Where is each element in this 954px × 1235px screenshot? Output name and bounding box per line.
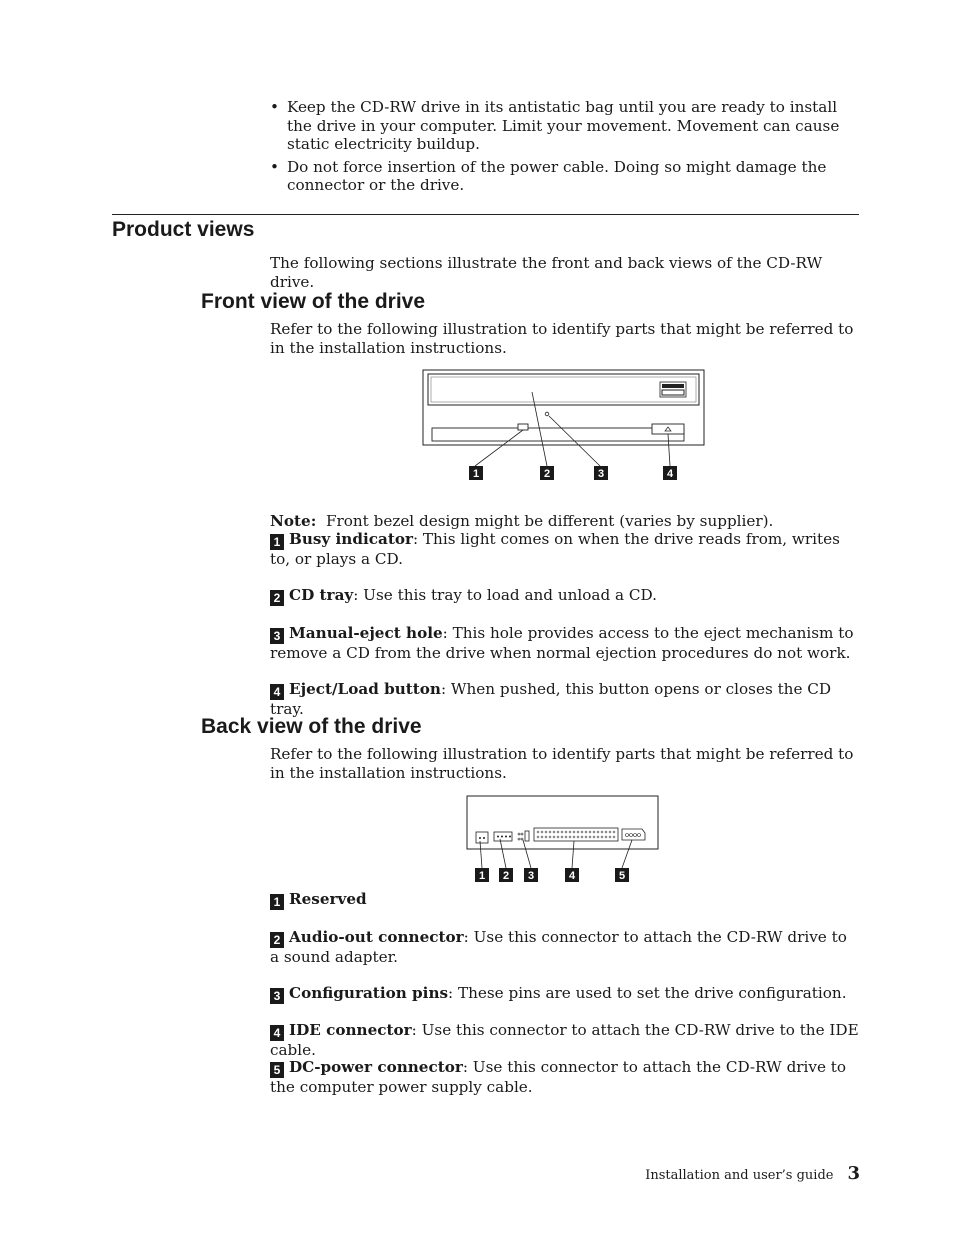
back-item-audio-out-connector: 2 Audio-out connector: Use this connector to attach the CD-RW drive to a sound adapter. — [270, 928, 847, 966]
bullet-item: • Keep the CD-RW drive in its antistatic bag until you are ready to install the drive in your computer. Limit your movement. Movement can cause static electricity buildup. — [270, 98, 840, 154]
front-callout-4: 4 — [666, 468, 674, 480]
callout-badge: 1 — [270, 894, 284, 910]
busy-indicator-light — [518, 424, 528, 430]
callout-badge: 1 — [270, 534, 284, 550]
callout-badge: 3 — [270, 628, 284, 644]
back-callout-1: 1 — [478, 870, 486, 882]
front-note — [270, 512, 860, 531]
ide-connector — [534, 828, 618, 841]
bullet-item: • Do not force insertion of the power cable. Doing so might damage the connector or the drive. — [270, 157, 827, 195]
callout-badge: 3 — [270, 988, 284, 1004]
callout-badge: 2 — [270, 932, 284, 948]
bullet-marker: • — [270, 98, 279, 116]
front-view-heading: Front view of the drive — [201, 290, 426, 313]
callout-badge: 4 — [270, 684, 284, 700]
back-item-reserved: 1 Reserved — [270, 890, 860, 910]
compact-disc-logo — [660, 382, 686, 397]
product-views-heading: Product views — [112, 218, 255, 241]
front-callout-1: 1 — [472, 468, 480, 480]
page-number: 3 — [847, 1163, 860, 1184]
callout-badge: 5 — [270, 1062, 284, 1078]
front-view-illustration — [420, 368, 708, 484]
back-view-heading: Back view of the drive — [201, 715, 422, 738]
note-text: Front bezel design might be different (varies by supplier). — [325, 512, 774, 530]
drive-back-drawing — [464, 794, 662, 884]
drive-front-drawing — [420, 368, 708, 484]
manual-eject-hole — [545, 412, 549, 416]
back-callout-3: 3 — [527, 870, 535, 882]
product-views-intro: The following sections illustrate the front and back views of the CD-RW drive. — [270, 254, 823, 291]
back-item-ide-connector: 4 IDE connector: Use this connector to attach the CD-RW drive to the IDE cable. — [270, 1021, 859, 1059]
page-footer — [560, 1163, 860, 1184]
back-callout-5: 5 — [618, 870, 626, 882]
note-label: Note: — [270, 512, 317, 530]
footer-title: Installation and user’s guide — [645, 1168, 834, 1183]
back-view-illustration — [464, 794, 662, 884]
back-view-intro: Refer to the following illustration to identify parts that might be referred to in the installation instructions. — [270, 745, 854, 782]
eject-load-button — [652, 424, 684, 434]
callout-badge: 2 — [270, 590, 284, 606]
section-divider — [112, 214, 859, 215]
back-callout-2: 2 — [502, 870, 510, 882]
front-view-intro: Refer to the following illustration to identify parts that might be referred to in the installation instructions. — [270, 320, 854, 357]
back-item-dc-power-connector: 5 DC-power connector: Use this connector to attach the CD-RW drive to the computer power supply cable. — [270, 1058, 847, 1096]
back-callout-4: 4 — [568, 870, 576, 882]
front-item-busy-indicator: 1 Busy indicator: This light comes on when the drive reads from, writes to, or plays a CD. — [270, 530, 840, 568]
callout-badge: 4 — [270, 1025, 284, 1041]
front-item-manual-eject-hole: 3 Manual-eject hole: This hole provides access to the eject mechanism to remove a CD from the drive when normal ejection procedures do not work. — [270, 624, 854, 662]
caution-bullet-list — [270, 98, 860, 199]
front-item-cd-tray: 2 CD tray: Use this tray to load and unload a CD. — [270, 586, 860, 606]
reserved-connector — [476, 832, 488, 843]
front-callout-2: 2 — [543, 468, 551, 480]
front-callout-3: 3 — [597, 468, 605, 480]
back-item-configuration-pins: 3 Configuration pins: These pins are used to set the drive configuration. — [270, 984, 860, 1004]
front-item-eject-load-button: 4 Eject/Load button: When pushed, this button opens or closes the CD tray. — [270, 680, 832, 718]
bullet-marker: • — [270, 157, 279, 176]
